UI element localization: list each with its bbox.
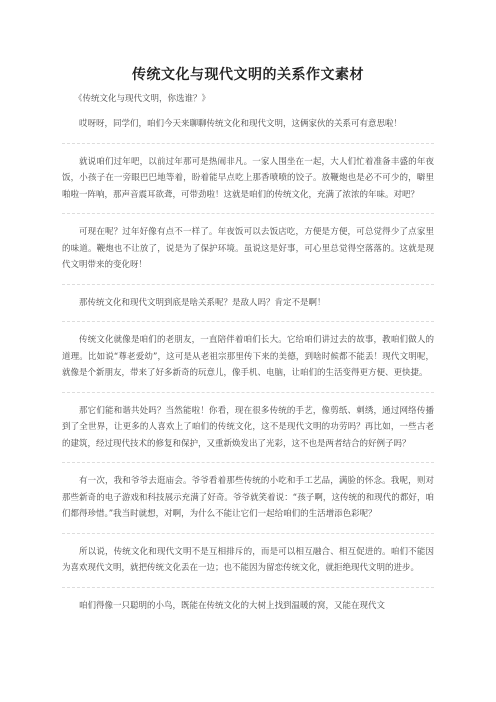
paragraph-divider [62,392,434,393]
paragraph-divider [62,462,434,463]
document-title: 传统文化与现代文明的关系作文素材 [132,67,364,83]
paragraph-5: 传统文化就像是咱们的老朋友，一直陪伴着咱们长大。它给咱们讲过去的故事，教咱们做人的道理。比如说“尊老爱幼”，这可是从老祖宗那里传下来的美德，到啥时候都不能丢！现代文明呢，就像是个新朋友，带来了好多新奇的玩意儿，像手机、电脑，让咱们的生活变得更方便、更快捷。 [62,335,434,378]
paragraph-7: 有一次，我和爷爷去逛庙会。爷爷看着那些传统的小吃和手工艺品，满脸的怀念。我呢，则对那些新奇的电子游戏和科技展示充满了好奇。爷爷就笑着说：“孩子啊，这传统的和现代的都好，咱们都得珍惜。”我当时就想，对啊，为什么不能让它们一起给咱们的生活增添色彩呢？ [62,476,434,519]
paragraph-8: 所以说，传统文化和现代文明不是互相排斥的，而是可以相互融合、相互促进的。咱们不能因为喜欢现代文明，就把传统文化丢在一边；也不能因为留恋传统文化，就拒绝现代文明的进步。 [62,546,434,573]
paragraph-divider [62,143,434,144]
paragraph-divider [62,321,434,322]
paragraph-3: 可现在呢？过年好像有点不一样了。年夜饭可以去饭店吃，方便是方便，可总觉得少了点家里的味道。鞭炮也不让放了，说是为了保护环境。虽说这是好事，可心里总觉得空落落的。这就是现代文明带来的变化呀！ [62,227,434,270]
paragraph-1: 哎呀呀，同学们，咱们今天来聊聊传统文化和现代文明，这俩家伙的关系可有意思啦！ [79,119,403,129]
paragraph-2: 就说咱们过年吧，以前过年那可是热闹非凡。一家人围坐在一起，大人们忙着准备丰盛的年夜饭，小孩子在一旁眼巴巴地等着，盼着能早点吃上那香喷喷的饺子。放鞭炮也是必不可少的，噼里啪啦一阵响，那声音震耳欲聋，可带劲啦！这就是咱们的传统文化，充满了浓浓的年味。对吧？ [62,156,434,200]
paragraph-4: 那传统文化和现代文明到底是啥关系呢？是敌人吗？肯定不是啊！ [79,297,326,308]
paragraph-divider [62,284,434,285]
document-subtitle: 《传统文化与现代文明，你选谁？》 [74,94,211,104]
paragraph-9: 咱们得像一只聪明的小鸟，既能在传统文化的大树上找到温暖的窝，又能在现代文 [79,600,386,611]
paragraph-6: 那它们能和谐共处吗？当然能啦！你看，现在很多传统的手艺，像剪纸、刺绣，通过网络传播到了全世界，让更多的人喜欢上了咱们的传统文化，这不是现代文明的功劳吗？再比如，一些古老的建筑，经过现代技术的修复和保护，又重新焕发出了光彩，这不也是两者结合的好例子吗？ [62,405,434,449]
paragraph-divider [62,587,434,588]
paragraph-divider [62,533,434,534]
paragraph-divider [62,213,434,214]
